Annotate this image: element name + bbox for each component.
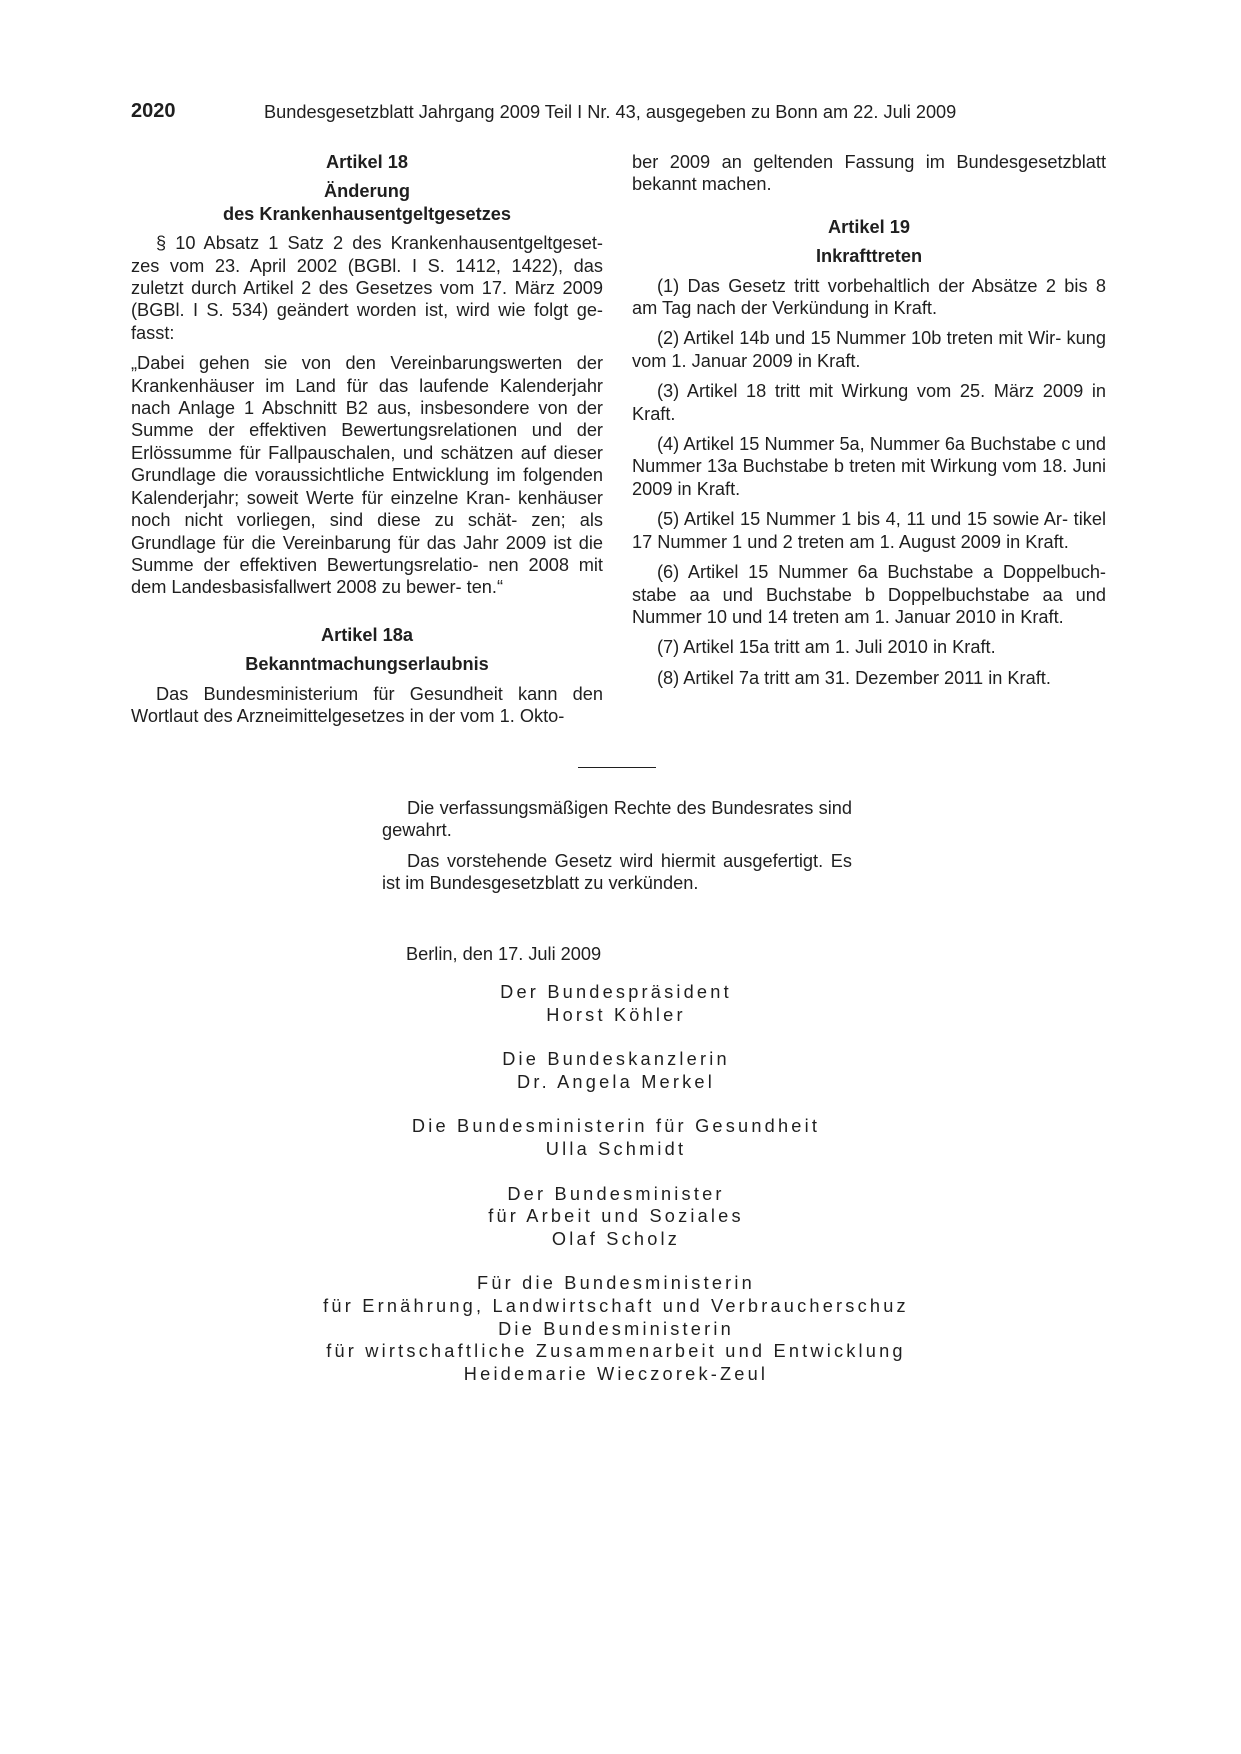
signature-line3: Die Bundesministerin	[498, 1318, 734, 1339]
closing-paragraph-2: Das vorstehende Gesetz wird hiermit ausgefertigt. Es ist im Bundesgesetzblatt zu verkünden.	[382, 850, 852, 894]
signature-office: Die Bundesministerin für Gesundheit	[411, 1116, 821, 1137]
running-head: Bundesgesetzblatt Jahrgang 2009 Teil I Nr. 43, ausgegeben zu Bonn am 22. Juli 2009	[264, 102, 957, 122]
signature-block	[191, 981, 1041, 1407]
article-18-subtitle-line1: Änderung	[324, 181, 410, 202]
signature-office: Die Bundeskanzlerin	[502, 1049, 730, 1070]
signature-name: Horst Köhler	[546, 1004, 686, 1025]
article-18a-paragraph: Das Bundesministerium für Gesundheit kann den Wortlaut des Arzneimittelgesetzes in der vom 1. Okto-	[131, 683, 603, 726]
closing-paragraph-1: Die verfassungsmäßigen Rechte des Bundesrates sind gewahrt.	[382, 798, 852, 841]
article-18a-title: Artikel 18a	[320, 624, 413, 645]
article-19-paragraph-6: (6) Artikel 15 Nummer 6a Buchstabe a Doppelbuch- stabe aa und Buchstabe b Doppelbuchstabe aa und Nummer 10 und 14 treten am 1. Januar 2010 in Kraft.	[632, 562, 1106, 627]
signature-line2: für Ernährung, Landwirtschaft und Verbraucherschuz	[323, 1295, 909, 1316]
place-and-date: Berlin, den 17. Juli 2009	[406, 944, 602, 964]
signature-name: Ulla Schmidt	[545, 1138, 687, 1159]
article-18a-subtitle: Bekanntmachungserlaubnis	[245, 654, 489, 675]
article-18-subtitle-line2: des Krankenhausentgeltgesetzes	[222, 203, 512, 224]
signature-health-minister	[191, 1115, 1041, 1160]
signature-name: Olaf Scholz	[551, 1228, 681, 1249]
signature-line1: Für die Bundesministerin	[477, 1273, 755, 1294]
signature-line4: für wirtschaftliche Zusammenarbeit und Entwicklung	[326, 1341, 906, 1362]
signature-agriculture-development-minister	[191, 1272, 1041, 1385]
closing-formula	[382, 797, 852, 903]
article-18-quoted-text: „Dabei gehen sie von den Vereinbarungswerten der Krankenhäuser im Land für das laufende Kalenderjahr nach Anlage 1 Abschnitt B2 aus, insbesondere von der Summe der effektiven Bewertungsrelationen und der Erlössumme für Fallpauschalen, und schätzen auf dieser Grundlage die voraussichtliche Entwicklung im folgenden Kalenderjahr; soweit Werte für einzelne Kran- kenhäuser noch nicht vorliegen, sind diese zu schät- zen; als Grundlage für die Vereinbarung für das Jahr 2009 ist die Summe der effektiven Bewertungsrelatio- nen 2008 mit dem Landesbasisfallwert 2008 zu bewer- ten.“	[131, 353, 603, 598]
article-19-paragraph-8: (8) Artikel 7a tritt am 31. Dezember 2011 in Kraft.	[657, 667, 1051, 688]
signature-labour-minister	[191, 1183, 1041, 1251]
article-19-paragraph-1: (1) Das Gesetz tritt vorbehaltlich der Absätze 2 bis 8 am Tag nach der Verkündung in Kraft.	[632, 275, 1106, 319]
page-header	[131, 100, 1111, 126]
article-19-paragraph-4: (4) Artikel 15 Nummer 5a, Nummer 6a Buchstabe c und Nummer 13a Buchstabe b treten mit Wirkung vom 18. Juni 2009 in Kraft.	[632, 434, 1106, 499]
right-column	[632, 151, 1106, 697]
left-column	[131, 151, 603, 727]
signature-name: Heidemarie Wieczorek-Zeul	[463, 1363, 769, 1384]
article-19-paragraph-3: (3) Artikel 18 tritt mit Wirkung vom 25. März 2009 in Kraft.	[632, 381, 1106, 424]
signature-president	[191, 981, 1041, 1026]
article-19-paragraph-5: (5) Artikel 15 Nummer 1 bis 4, 11 und 15 sowie Ar- tikel 17 Nummer 1 und 2 treten am 1. August 2009 in Kraft.	[632, 509, 1106, 552]
article-18-title: Artikel 18	[326, 152, 408, 172]
signature-chancellor	[191, 1048, 1041, 1093]
signature-office-line1: Der Bundesminister	[507, 1183, 725, 1204]
signature-name: Dr. Angela Merkel	[517, 1071, 715, 1092]
section-divider	[578, 767, 656, 768]
article-19-subtitle: Inkrafttreten	[815, 246, 923, 267]
article-18-paragraph: § 10 Absatz 1 Satz 2 des Krankenhausentgeltgeset- zes vom 23. April 2002 (BGBl. I S. 1412, 1422), das zuletzt durch Artikel 2 des Gesetzes vom 17. März 2009 (BGBl. I S. 534) geändert worden ist, wird wie folgt ge- fasst:	[131, 233, 603, 343]
article-19-title: Artikel 19	[828, 216, 910, 237]
signature-office: Der Bundespräsident	[500, 982, 732, 1002]
article-19-paragraph-7: (7) Artikel 15a tritt am 1. Juli 2010 in Kraft.	[657, 637, 996, 658]
article-18a-continuation: ber 2009 an geltenden Fassung im Bundesgesetzblatt bekannt machen.	[632, 152, 1106, 195]
article-19-paragraph-2: (2) Artikel 14b und 15 Nummer 10b treten mit Wir- kung vom 1. Januar 2009 in Kraft.	[632, 328, 1106, 371]
page-number: 2020	[131, 100, 176, 122]
signature-office-line2: für Arbeit und Soziales	[488, 1206, 744, 1227]
